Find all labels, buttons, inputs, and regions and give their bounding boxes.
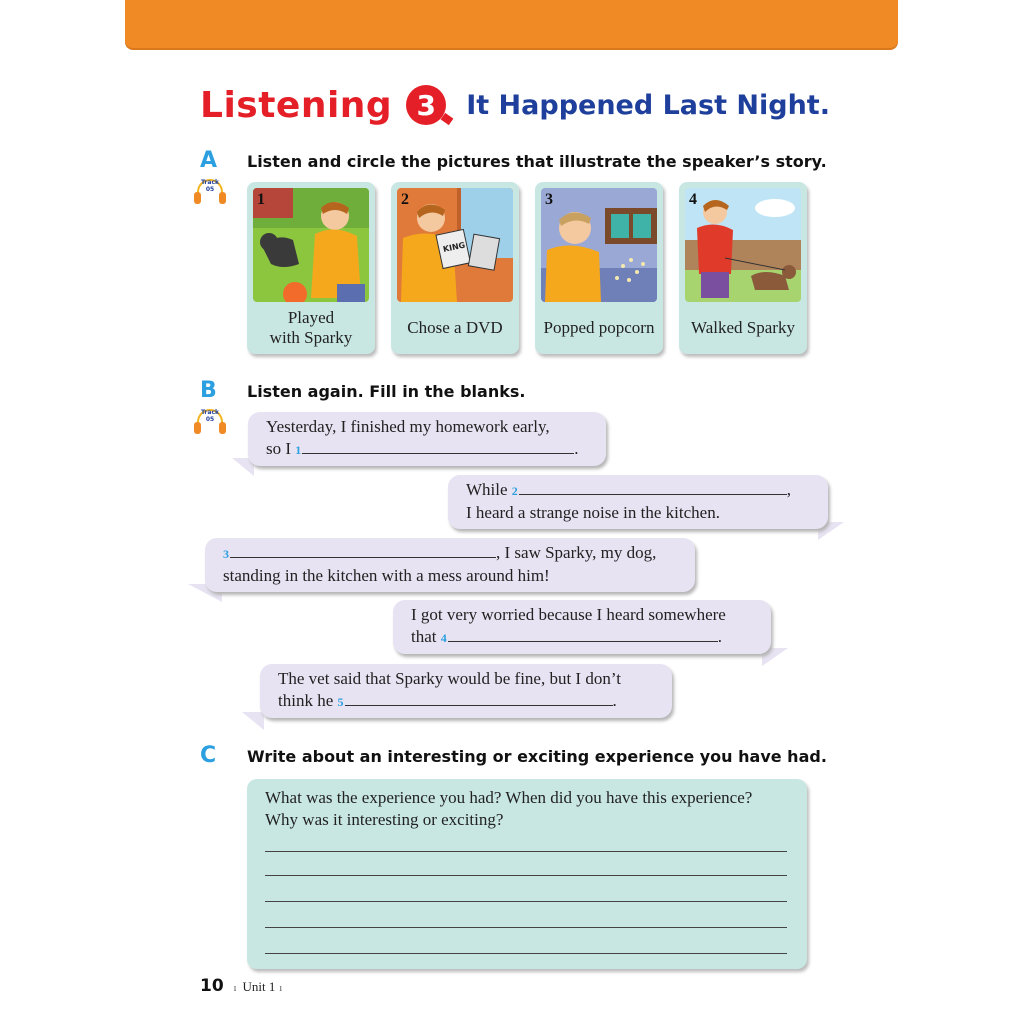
bubble-text: , I saw Sparky, my dog, xyxy=(496,543,657,562)
bubble-text: so I xyxy=(266,439,292,458)
writing-line[interactable] xyxy=(265,875,787,876)
bubble-text: . xyxy=(717,627,722,646)
bubble-line xyxy=(266,438,588,461)
card-number: 2 xyxy=(401,191,409,208)
writing-line[interactable] xyxy=(265,851,787,852)
page-title xyxy=(200,80,830,130)
bubble-line xyxy=(223,542,677,565)
picture-card-4[interactable] xyxy=(679,182,807,354)
writing-prompt-line-2: Why was it interesting or exciting? xyxy=(265,810,504,829)
boy-playing-with-dog-illustration xyxy=(253,188,369,302)
track-number: 05 xyxy=(205,186,215,193)
writing-line[interactable] xyxy=(265,927,787,928)
speech-tail xyxy=(242,712,264,730)
card-caption-line-2: with Sparky xyxy=(269,328,353,347)
bubble-text: . xyxy=(574,439,579,458)
top-orange-band xyxy=(125,0,898,48)
writing-prompt xyxy=(265,787,795,831)
track-label: Track xyxy=(201,409,219,416)
card-caption-line-1: Chose a DVD xyxy=(407,318,503,337)
bubble-line xyxy=(411,626,753,649)
card-caption xyxy=(535,306,663,350)
bubble-line: The vet said that Sparky would be fine, but I don’t xyxy=(278,669,621,688)
speech-bubble-5 xyxy=(260,664,672,718)
track-number: 05 xyxy=(205,416,215,423)
boy-popping-popcorn-illustration xyxy=(541,188,657,302)
writing-prompt-line-1: What was the experience you had? When did you have this experience? xyxy=(265,788,753,807)
section-c-letter: C xyxy=(200,743,217,768)
section-b-letter: B xyxy=(200,378,217,403)
page-number: 10 xyxy=(200,976,224,996)
bubble-text: , xyxy=(786,480,792,499)
speech-bubble-1 xyxy=(248,412,606,466)
writing-line[interactable] xyxy=(265,953,787,954)
footer-separator: ı xyxy=(233,983,237,994)
bubble-line: Yesterday, I finished my homework early, xyxy=(266,417,550,436)
bubble-line: standing in the kitchen with a mess around him! xyxy=(223,566,550,585)
picture-card-3[interactable] xyxy=(535,182,663,354)
fill-blank-3[interactable] xyxy=(230,543,496,558)
page-footer xyxy=(200,976,286,996)
track-headphones-icon xyxy=(192,176,228,206)
card-caption-line-1: Played xyxy=(287,308,335,327)
bubble-line xyxy=(466,479,810,502)
speech-bubble-4 xyxy=(393,600,771,654)
card-number: 1 xyxy=(257,191,265,208)
section-c-instruction: Write about an interesting or exciting experience you have had. xyxy=(247,747,827,766)
section-a-instruction: Listen and circle the pictures that illustrate the speaker’s story. xyxy=(247,152,827,171)
picture-card-2[interactable] xyxy=(391,182,519,354)
card-caption xyxy=(391,306,519,350)
boy-choosing-dvd-illustration xyxy=(397,188,513,302)
blank-number: 3 xyxy=(223,547,229,561)
section-a-letter: A xyxy=(200,148,218,173)
blank-number: 4 xyxy=(440,631,447,645)
blank-number: 1 xyxy=(295,443,302,457)
card-number: 3 xyxy=(545,191,553,208)
picture-card-1[interactable] xyxy=(247,182,375,354)
section-b-instruction: Listen again. Fill in the blanks. xyxy=(247,382,526,401)
title-number-badge: 3 xyxy=(406,85,446,125)
footer-separator: ı xyxy=(279,983,283,994)
bubble-text: think he xyxy=(278,691,334,710)
blank-number: 5 xyxy=(337,695,344,709)
track-headphones-icon xyxy=(192,406,228,436)
track-label: Track xyxy=(201,179,219,186)
fill-blank-4[interactable] xyxy=(448,627,718,642)
title-text: It Happened Last Night. xyxy=(466,89,830,121)
fill-blank-1[interactable] xyxy=(302,439,574,454)
blank-number: 2 xyxy=(511,484,518,498)
title-listening-label: Listening xyxy=(200,84,393,126)
card-caption xyxy=(247,306,375,350)
card-number: 4 xyxy=(689,191,697,208)
bubble-text: While xyxy=(466,480,508,499)
bubble-line: I heard a strange noise in the kitchen. xyxy=(466,503,720,522)
card-caption xyxy=(679,306,807,350)
bubble-line: I got very worried because I heard somewhere xyxy=(411,605,726,624)
fill-blank-2[interactable] xyxy=(519,480,787,495)
bubble-line xyxy=(278,690,654,713)
boy-walking-dog-illustration xyxy=(685,188,801,302)
bubble-text: that xyxy=(411,627,437,646)
writing-line[interactable] xyxy=(265,901,787,902)
speech-bubble-3 xyxy=(205,538,695,592)
speech-bubble-2 xyxy=(448,475,828,529)
card-caption-line-1: Popped popcorn xyxy=(543,318,655,337)
dvd-title-text: KING xyxy=(442,240,466,254)
bubble-text: . xyxy=(612,691,617,710)
unit-label: Unit 1 xyxy=(242,979,276,994)
card-caption-line-1: Walked Sparky xyxy=(691,318,795,337)
fill-blank-5[interactable] xyxy=(345,691,613,706)
writing-box[interactable] xyxy=(247,779,807,969)
